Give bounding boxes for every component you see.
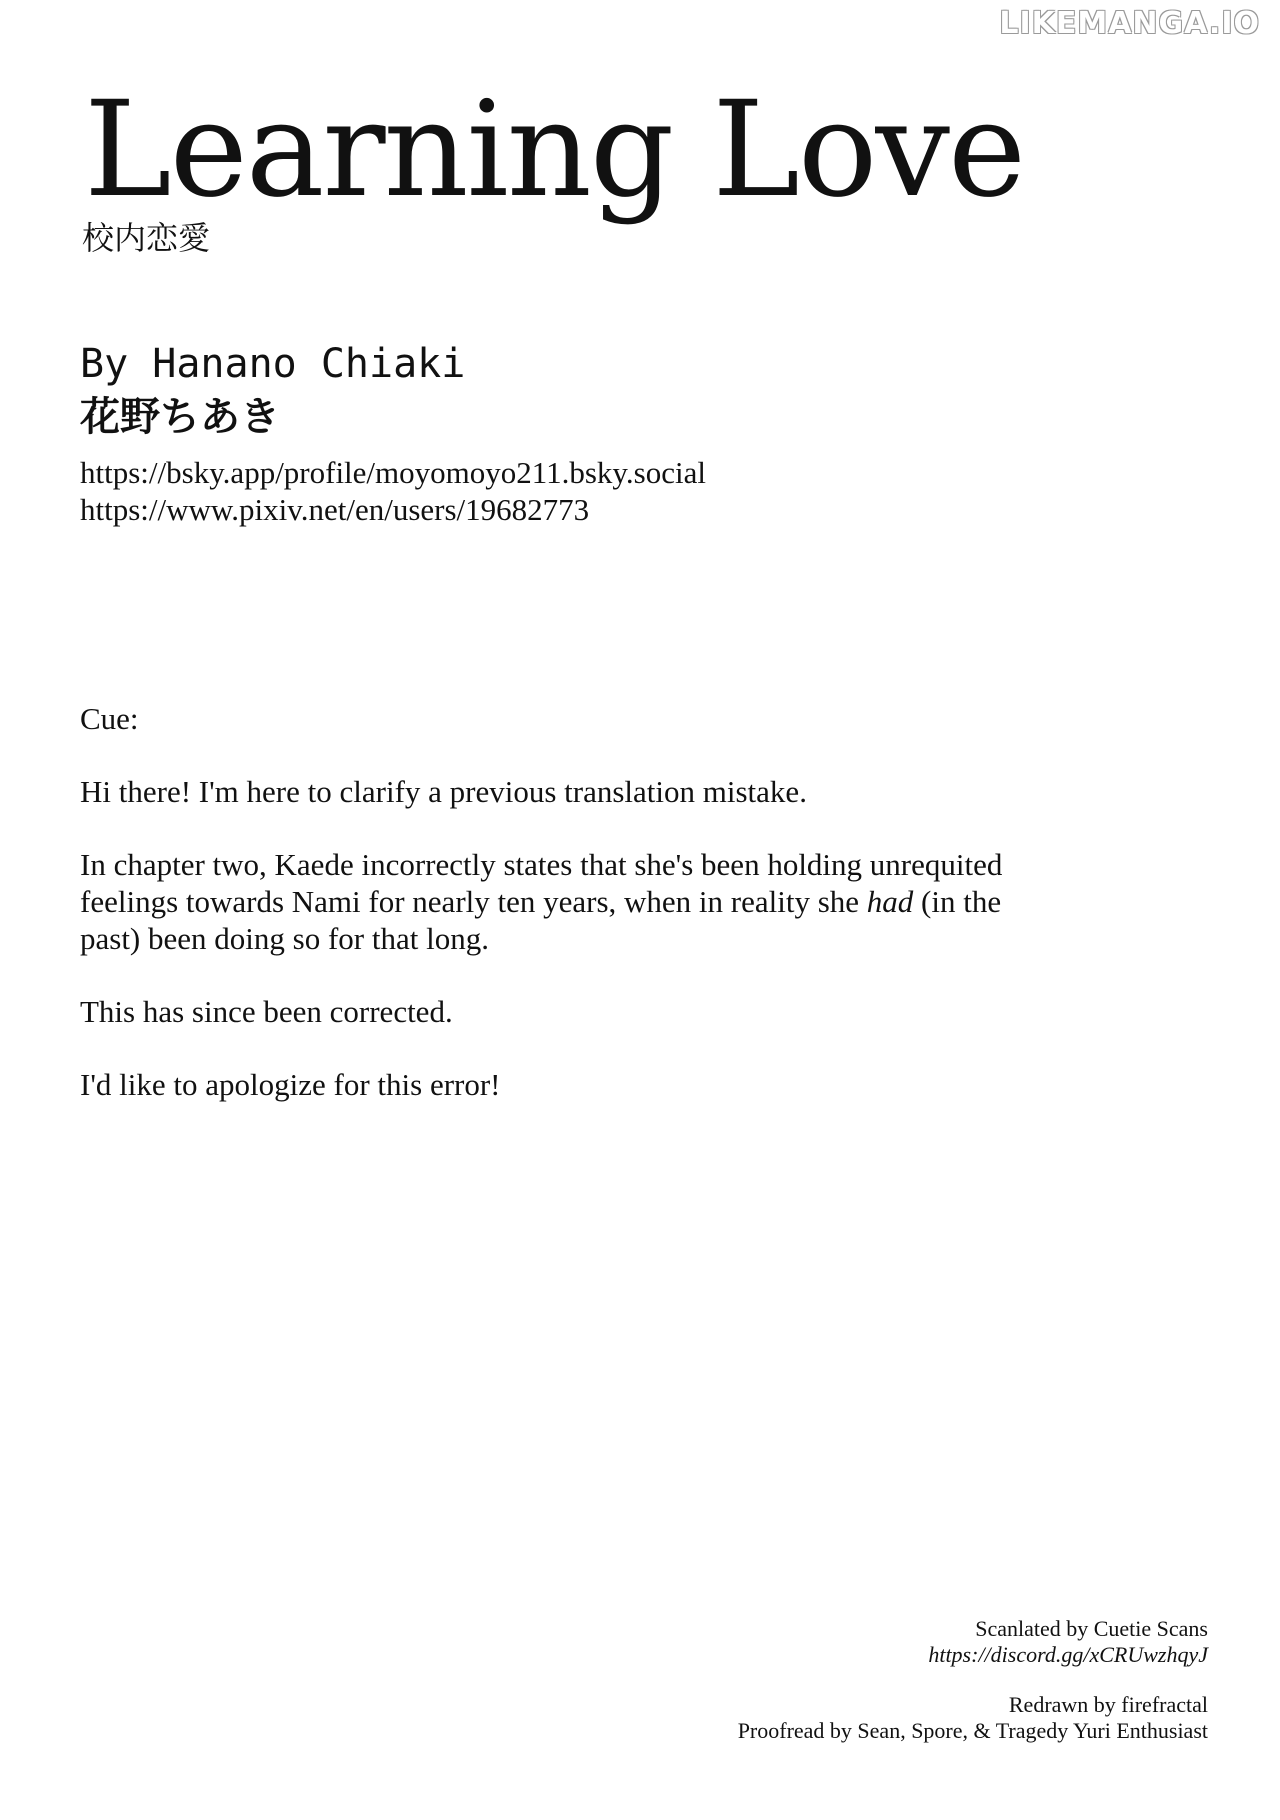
- discord-invite-link[interactable]: https://discord.gg/xCRUwzhqyJ: [928, 1642, 1208, 1667]
- note-body-start: In chapter two, Kaede incorrectly states that she's been holding unrequited feelings towards Nami for nearly ten years, when in reality she: [80, 847, 1003, 919]
- staff-credit-group: [738, 1692, 1208, 1744]
- bluesky-profile-link[interactable]: https://bsky.app/profile/moyomoyo211.bsky.social: [80, 455, 706, 490]
- scanlated-by-credit: Scanlated by Cuetie Scans: [975, 1616, 1208, 1641]
- proofread-by-credit: Proofread by Sean, Spore, & Tragedy Yuri Enthusiast: [737, 1718, 1208, 1743]
- note-body: [80, 846, 1040, 957]
- redrawn-by-credit: Redrawn by firefractal: [1008, 1692, 1208, 1717]
- note-body-emphasis: had: [866, 884, 914, 919]
- author-links: [80, 454, 706, 528]
- japanese-title: 校内恋愛: [82, 219, 211, 257]
- site-watermark: LIKEMANGA.IO: [999, 6, 1260, 41]
- note-heading: Cue:: [80, 701, 139, 736]
- note-body-end: (in the past) been doing so for that long.: [80, 884, 1002, 956]
- credits-block: [738, 1616, 1208, 1768]
- note-greeting: Hi there! I'm here to clarify a previous translation mistake.: [80, 774, 807, 809]
- scanlation-credit-group: [738, 1616, 1208, 1668]
- author-byline: By Hanano Chiaki: [80, 341, 466, 387]
- note-apology: I'd like to apologize for this error!: [80, 1067, 501, 1102]
- author-name-japanese: 花野ちあき: [80, 394, 280, 440]
- note-correction: This has since been corrected.: [80, 994, 453, 1029]
- translator-note: [80, 700, 1040, 1139]
- page-title: Learning Love: [84, 73, 1025, 227]
- pixiv-profile-link[interactable]: https://www.pixiv.net/en/users/19682773: [80, 492, 590, 527]
